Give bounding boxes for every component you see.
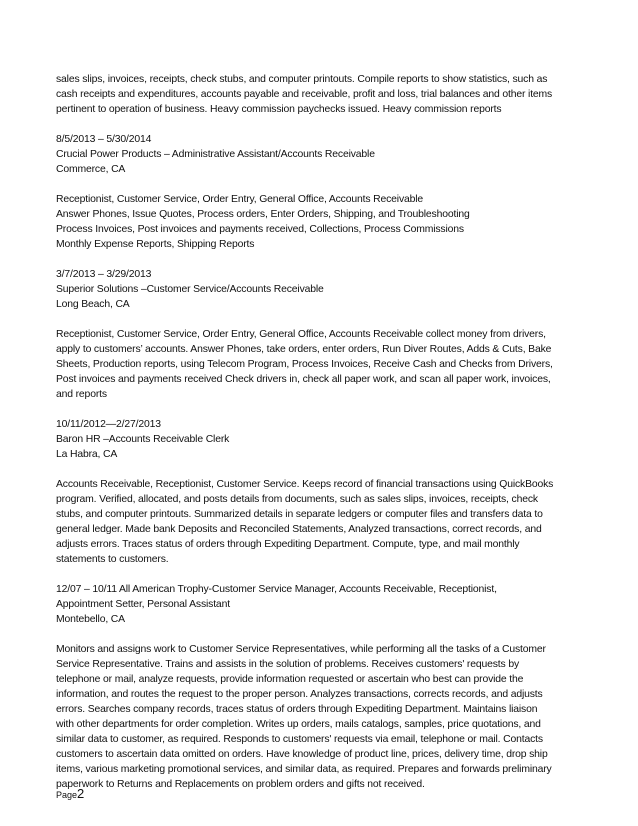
text-line: Appointment Setter, Personal Assistant: [56, 599, 230, 610]
text-line: stubs, and computer printouts. Summarized details in separate ledgers or computer files and transfers data to: [56, 509, 543, 520]
text-line: Monitors and assigns work to Customer Service Representatives, while performing all the tasks of a Customer: [56, 644, 546, 655]
page-number: 2: [77, 786, 85, 801]
text-line: information, and routes the request to the proper person. Analyzes transactions, corrects records, and adjusts: [56, 689, 543, 700]
paragraph: [56, 327, 576, 402]
text-line: 8/5/2013 – 5/30/2014: [56, 134, 152, 145]
text-line: paperwork to Returns and Replacements on problem orders and gifts not received.: [56, 779, 425, 790]
text-line: with other departments for order completion. Writes up orders, mails catalogs, samples, price quotations, and: [56, 719, 541, 730]
text-line: adjusts errors. Traces status of orders through Expediting Department. Compute, type, and mail monthly: [56, 539, 520, 550]
text-line: Crucial Power Products – Administrative Assistant/Accounts Receivable: [56, 149, 375, 160]
text-line: items, various marketing promotional services, and similar data, as required. Prepares and forwards preliminary: [56, 764, 552, 775]
text-line: Service Representative. Trains and assists in the solution of problems. Receives customers' requests by: [56, 659, 519, 670]
text-line: pertinent to operation of business. Heavy commission paychecks issued. Heavy commission reports: [56, 104, 502, 115]
paragraph: [56, 192, 576, 252]
text-line: Superior Solutions –Customer Service/Accounts Receivable: [56, 284, 324, 295]
text-line: customers to ascertain data omitted on orders. Have knowledge of product line, prices, delivery time, drop ship: [56, 749, 548, 760]
text-line: general ledger. Made bank Deposits and Reconciled Statements, Analyzed transactions, correct records, and: [56, 524, 542, 535]
text-line: Monthly Expense Reports, Shipping Reports: [56, 239, 255, 250]
text-line: La Habra, CA: [56, 449, 118, 460]
text-line: Receptionist, Customer Service, Order Entry, General Office, Accounts Receivable: [56, 194, 424, 205]
page-footer: [56, 786, 84, 803]
text-line: Process Invoices, Post invoices and payments received, Collections, Process Commissions: [56, 224, 464, 235]
text-line: Sheets, Production reports, using Telecom Program, Process Invoices, Receive Cash and Checks from Drivers,: [56, 359, 553, 370]
text-line: Accounts Receivable, Receptionist, Customer Service. Keeps record of financial transactions using QuickBooks: [56, 479, 554, 490]
text-line: similar data to customer, as required. Responds to customers' requests via email, telephone or mail. Contacts: [56, 734, 543, 745]
text-line: sales slips, invoices, receipts, check stubs, and computer printouts. Compile reports to show statistics, such as: [56, 74, 548, 85]
text-line: statements to customers.: [56, 554, 169, 565]
text-line: Commerce, CA: [56, 164, 126, 175]
text-line: Receptionist, Customer Service, Order Entry, General Office, Accounts Receivable collect money from drivers,: [56, 329, 546, 340]
paragraph: [56, 132, 576, 177]
paragraph: [56, 477, 576, 567]
text-line: telephone or mail, analyze requests, provide information requested or ascertain who best can provide the: [56, 674, 524, 685]
text-line: Long Beach, CA: [56, 299, 130, 310]
text-line: Post invoices and payments received Check drivers in, check all paper work, and scan all paper work, invoices,: [56, 374, 551, 385]
paragraph: [56, 582, 576, 627]
text-line: errors. Searches company records, traces status of orders through Expediting Department. Maintains liaison: [56, 704, 538, 715]
paragraph: [56, 72, 576, 117]
text-line: apply to customers’ accounts. Answer Phones, take orders, enter orders, Run Diver Routes, Adds & Cuts, Bake: [56, 344, 552, 355]
text-line: cash receipts and expenditures, accounts payable and receivable, profit and loss, trial balances and other items: [56, 89, 553, 100]
text-line: 10/11/2012—2/27/2013: [56, 419, 161, 430]
paragraph: [56, 417, 576, 462]
text-line: and reports: [56, 389, 107, 400]
text-line: program. Verified, allocated, and posts details from documents, such as sales slips, invoices, receipts, check: [56, 494, 538, 505]
text-line: Baron HR –Accounts Receivable Clerk: [56, 434, 230, 445]
text-line: 3/7/2013 – 3/29/2013: [56, 269, 152, 280]
text-line: 12/07 – 10/11 All American Trophy-Customer Service Manager, Accounts Receivable, Receptionist,: [56, 584, 497, 595]
paragraph: [56, 642, 576, 792]
page-label: Page: [56, 790, 78, 800]
paragraph: [56, 267, 576, 312]
document-body: [56, 72, 576, 807]
text-line: Answer Phones, Issue Quotes, Process orders, Enter Orders, Shipping, and Troubleshooting: [56, 209, 470, 220]
text-line: Montebello, CA: [56, 614, 125, 625]
